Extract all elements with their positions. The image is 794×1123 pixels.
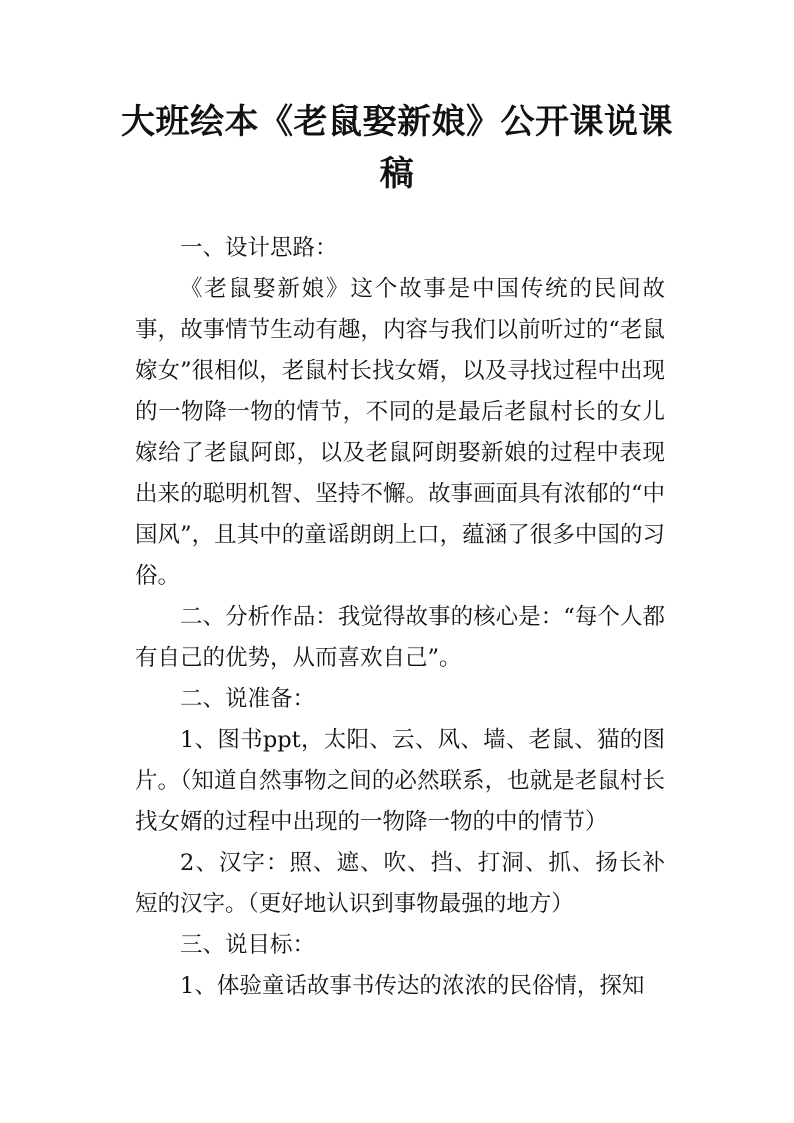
paragraph-prep-item-2: 2、汉字：照、遮、吹、挡、打洞、抓、扬长补短的汉字。（更好地认识到事物最强的地方） [135, 850, 665, 917]
section-heading-goals: 三、说目标： [180, 932, 316, 958]
paragraph-story-intro: 《老鼠娶新娘》这个故事是中国传统的民间故事，故事情节生动有趣，内容与我们以前听过的“老鼠嫁女”很相似，老鼠村长找女婿，以及寻找过程中出现的一物降一物的情节，不同的是最后老鼠村长的女儿嫁给了老鼠阿郎，以及老鼠阿朗娶新娘的过程中表现出来的聪明机智、坚持不懈。故事画面具有浓郁的“中国风”，且其中的童谣朗朗上口，蕴涵了很多中国的习俗。 [135, 276, 665, 589]
section-heading-preparation: 二、说准备： [180, 686, 316, 712]
paragraph-prep-item-1: 1、图书ppt，太阳、云、风、墙、老鼠、猫的图片。（知道自然事物之间的必然联系，也就是老鼠村长找女婿的过程中出现的一物降一物的中的情节） [135, 727, 665, 835]
paragraph-goal-1: 1、体验童话故事书传达的浓浓的民俗情，探知 [180, 973, 645, 999]
document-body [135, 228, 665, 1007]
section-heading-design: 一、设计思路： [180, 235, 338, 261]
document-title: 大班绘本《老鼠娶新娘》公开课说课稿 [121, 102, 673, 194]
paragraph-analysis: 二、分析作品：我觉得故事的核心是：“每个人都有自己的优势，从而喜欢自己”。 [135, 604, 665, 671]
